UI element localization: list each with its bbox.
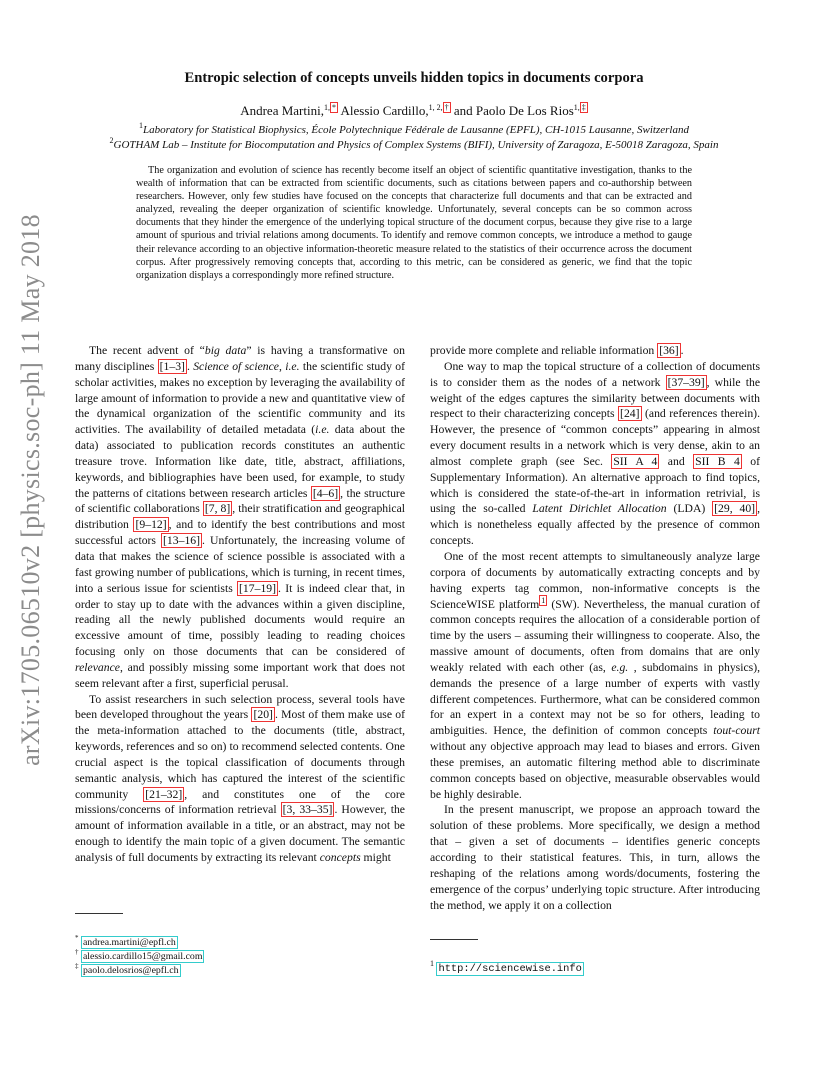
affiliation-text: Laboratory for Statistical Biophysics, École Polytechnique Fédérale de Lausanne (EPFL), CH-1015 Lausanne, Switzerland xyxy=(143,124,689,136)
affiliation-number: 2 xyxy=(109,136,114,145)
section-link[interactable]: SII A 4 xyxy=(613,454,658,468)
footnote xyxy=(75,936,204,950)
citation-link[interactable]: [13–16] xyxy=(163,534,201,548)
paragraph: provide more complete and reliable information [36] . xyxy=(430,344,684,357)
paragraph: The recent advent of “big data” is having a transformative on many disciplines [1–3] . Science of science, i.e. the scientific study of scholar activities, makes no exception by leveraging the availability of large amount of information to provide a new and quantitative view of the dynamical organization of the scientific community and its activities. The availability of detailed metadata (i.e. data about the data) associated to publication records constitutes an authentic treasure trove. Information like date, title, abstract, affiliations, keywords, and bibliographies have been used, for example, to study the patterns of citations between research articles [4–6] , the structure of scientific collaborations [7, 8] , their stratification and geographical distribution [9–12] , and to identify the best contributions and most successful actors [13–16] . Unfortunately, the increasing volume of data that makes the science of science possible is associated with a fast growing number of publications, which is turning, in recent times, into a serious issue for scientists [17–19] . It is indeed clear that, in order to stay up to date with the advances within a given discipline, reading all the newly published documents would require an excessive amount of time, possibly leading to reading choices focusing only on those documents that can be considered of relevance, and possibly missing some important work that does not seem relevant after a first, superficial perusal. xyxy=(75,344,406,690)
footnote-mark: 1 xyxy=(430,959,434,968)
author-name: Andrea Martini, xyxy=(240,103,324,118)
body-column-right xyxy=(430,343,760,913)
paragraph: One of the most recent attempts to simultaneously analyze large corpora of documents by automatically extracting concepts and by having experts tag common, non-informative concepts is the ScienceWISE platform $^1$ (SW). Nevertheless, the manual curation of common concepts requires the allocation of a considerable portion of time by the users – assuming their willingness to cooperate. Also, the massive amount of documents, often from domains that are only weakly related with each other (as, e.g. , subdomains in physics), demands the presence of a large number of experts with vastly different competences. Furthermore, what can be considered common for an expert in a context may not be so for others, leading to ambiguities. Hence, the definition of common concepts tout-court without any objective approach may lead to biases and errors. Given these premises, an automatic filtering method able to discriminate common concepts based on objective, measurable observables would be highly desirable. xyxy=(430,549,761,801)
footnote-mark: ‡ xyxy=(75,962,79,970)
url-link[interactable]: http://sciencewise.info xyxy=(438,963,582,975)
email-link[interactable]: alessio.cardillo15@gmail.com xyxy=(82,951,203,962)
abstract-text: The organization and evolution of science has recently become itself an object of scientific quantitative investigation, thanks to the wealth of information that can be extracted from scientific documents, such as citations between papers and co-authorship between researchers. However, only few studies have focused on the concepts that characterize full documents and that can be extracted and analyzed, revealing the deeper organization of scientific knowledge. Unfortunately, several concepts can be so common across documents that they hinder the emergence of the underlying topical structure of the document corpus, because they give rise to a large amount of spurious and trivial relations among documents. To identify and remove common concepts, we introduce a method to gauge their relevance according to an objective information-theoretic measure related to the statistics of their occurrence across the document corpus. After progressively removing concepts that, according to this metric, can be considered as generic, we find that the topic organization displays a correspondingly more refined structure. xyxy=(136,165,692,281)
paper-title: Entropic selection of concepts unveils hidden topics in documents corpora xyxy=(184,70,644,86)
author-email-link[interactable]: ‡ xyxy=(581,103,586,112)
author-affil-sup: 1, xyxy=(323,103,330,112)
arxiv-identifier: arXiv:1705.06510v2 [physics.soc-ph] 11 May 2018 xyxy=(16,214,45,766)
arxiv-stamp xyxy=(14,214,48,766)
citation-link[interactable]: [4–6] xyxy=(312,486,339,500)
citation-link[interactable]: [17–19] xyxy=(239,581,277,595)
citation-link[interactable]: [24] xyxy=(620,407,640,421)
email-link[interactable]: paolo.delosrios@epfl.ch xyxy=(82,965,179,976)
citation-link[interactable]: [20] xyxy=(253,708,273,722)
affiliation xyxy=(40,121,788,136)
affiliation xyxy=(40,136,788,151)
author-email-link[interactable]: † xyxy=(444,103,449,112)
footnote xyxy=(75,950,204,964)
affiliation-number: 1 xyxy=(139,121,144,130)
body-column-left xyxy=(75,343,405,866)
citation-link[interactable]: [29, 40] xyxy=(714,502,756,516)
footnote-mark: * xyxy=(75,934,79,942)
author-affil-sup: 1, xyxy=(573,103,580,112)
author-list xyxy=(60,103,768,119)
affiliation-text: GOTHAM Lab – Institute for Biocomputation and Physics of Complex Systems (BIFI), University of Zaragoza, E-50018 Zaragoza, Spain xyxy=(113,139,719,151)
citation-link[interactable]: [9–12] xyxy=(135,518,167,532)
footnotes xyxy=(75,936,204,978)
citation-link[interactable]: [21–32] xyxy=(145,787,183,801)
author-name: and Paolo De Los Rios xyxy=(450,103,574,118)
paragraph: To assist researchers in such selection process, several tools have been developed throughout the years [20] . Most of them make use of the meta-information attached to the documents (title, abstract, keywords, references and so on) to recommend selected contents. One crucial aspect is the topical classification of documents through semantic analysis, which has captured the interest of the scientific community [21–32] , and constitutes one of the core missions/concerns of information retrieval [3, 33–35] . However, the amount of information available in a title, or an abstract, may not be enough to identify the main topic of a given document. The semantic analysis of full documents by extracting its relevant concepts might xyxy=(75,692,405,864)
footnote-rule xyxy=(430,939,478,940)
author-name: Alessio Cardillo, xyxy=(337,103,429,118)
footnote-rule xyxy=(75,913,123,914)
paragraph: In the present manuscript, we propose an approach toward the solution of these problems. More specifically, we design a method that – given a set of documents – identifies generic concepts according to their statistical features. This, in turn, allows the reshaping of the relations among words/documents, fostering the emergence of the corpus’ underlying topic structure. After introducing the method, we apply it on a collection xyxy=(430,803,760,912)
author-email-link[interactable]: * xyxy=(331,103,336,112)
footnote-link[interactable]: 1 xyxy=(541,595,546,605)
section-link[interactable]: SII B 4 xyxy=(695,454,740,468)
email-link[interactable]: andrea.martini@epfl.ch xyxy=(82,937,176,948)
footnote xyxy=(430,959,584,975)
paragraph: One way to map the topical structure of a collection of documents is to consider them as the nodes of a network [37–39] , while the weight of the edges captures the similarity between documents with respect to their characterizing concepts [24] (and references therein). However, the presence of “common concepts” appearing in almost every document results in a network which is very dense, akin to an almost complete graph (see Sec. SII A 4 and SII B 4 of Supplementary Information). An alternative approach to find topics, which is considered the state-of-the-art in information retrivial, is using the so-called Latent Dirichlet Allocation (LDA) [29, 40] , which is nonetheless equally affected by the presence of common concepts. xyxy=(430,359,761,548)
citation-link[interactable]: [36] xyxy=(659,344,679,357)
citation-link[interactable]: [1–3] xyxy=(159,359,185,373)
abstract xyxy=(136,164,692,282)
citation-link[interactable]: [3, 33–35] xyxy=(282,803,333,817)
footnote xyxy=(75,964,204,978)
citation-link[interactable]: [37–39] xyxy=(667,375,705,389)
author-affil-sup: 1, 2, xyxy=(428,103,443,112)
citation-link[interactable]: [7, 8] xyxy=(204,502,231,516)
footnote-mark: † xyxy=(75,948,79,956)
